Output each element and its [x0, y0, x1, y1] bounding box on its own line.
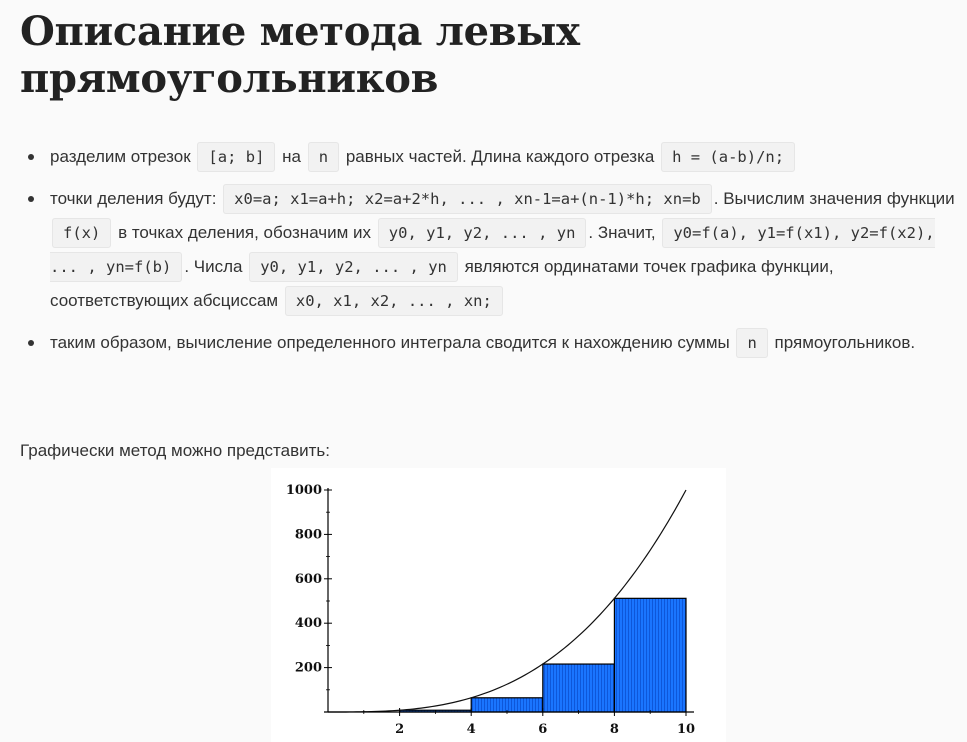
text-span: таким образом, вычисление определенного интеграла сводится к нахождению суммы	[50, 333, 730, 352]
code-span: [a; b]	[197, 142, 275, 172]
left-rectangle	[471, 698, 543, 712]
y-tick-label: 1000	[285, 483, 322, 498]
x-tick-label: 2	[395, 722, 405, 737]
list-item	[20, 140, 960, 174]
left-rectangle	[543, 664, 615, 712]
code-span: x0=a; x1=a+h; x2=a+2*h, ... , xn-1=a+(n-1)*h; xn=b	[223, 184, 712, 214]
x-tick-label: 8	[609, 722, 619, 737]
code-span: y0=f(a), y1=f(x1), y2=f(x2), ... , yn=f(b)	[50, 218, 935, 282]
left-rectangle	[614, 598, 686, 712]
code-span: n	[736, 328, 767, 358]
x-tick-label: 4	[466, 722, 476, 737]
code-span: y0, y1, y2, ... , yn	[249, 252, 458, 282]
x-tick-label: 10	[676, 722, 696, 737]
chart-svg	[271, 468, 726, 742]
list-item	[20, 326, 960, 360]
graph-intro-text: Графически метод можно представить:	[20, 441, 331, 460]
title-line-1: Описание метода левых	[20, 8, 580, 55]
page-title	[20, 8, 580, 102]
text-span: являются ординатами точек графика функции, соответствующих абсциссам	[50, 257, 834, 310]
text-span: разделим отрезок	[50, 147, 191, 166]
code-span: x0, x1, x2, ... , xn;	[285, 286, 503, 316]
text-span: равных частей. Длина каждого отрезка	[345, 147, 655, 166]
bullet-list	[20, 140, 960, 368]
y-tick-label: 400	[294, 616, 322, 632]
text-span: . Вычислим значения функции	[713, 189, 955, 208]
y-tick-label: 600	[294, 571, 322, 587]
code-span: y0, y1, y2, ... , yn	[378, 218, 587, 248]
y-tick-label: 200	[294, 660, 322, 676]
text-span: в точках деления, обозначим их	[118, 223, 372, 242]
title-line-2: прямоугольников	[20, 55, 439, 102]
left-rectangles-figure	[271, 468, 726, 742]
list-item	[20, 182, 960, 318]
text-span: прямоугольников.	[774, 333, 916, 352]
x-tick-label: 6	[538, 722, 548, 737]
text-span: . Значит,	[588, 223, 656, 242]
y-tick-label: 800	[294, 527, 322, 543]
code-span: h = (a-b)/n;	[661, 142, 795, 172]
code-span: f(x)	[52, 218, 111, 248]
code-span: n	[308, 142, 339, 172]
text-span: . Числа	[184, 257, 243, 276]
text-span: точки деления будут:	[50, 189, 217, 208]
text-span: на	[282, 147, 301, 166]
